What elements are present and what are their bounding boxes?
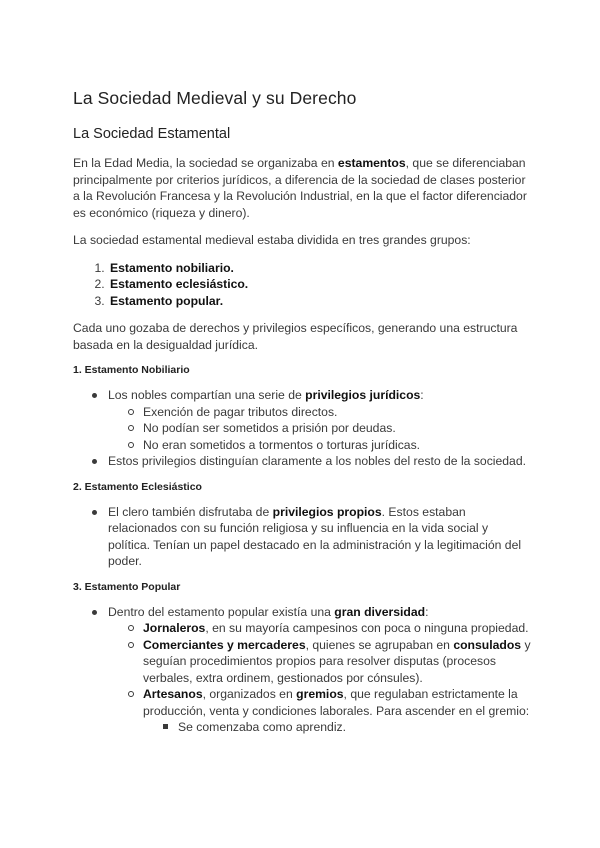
section1-heading: 1. Estamento Nobiliario <box>73 364 190 376</box>
list-item: Artesanos, organizados en gremios, que regulaban estrictamente la producción, venta y condiciones laborales. Para ascender en el gremio: Se comenzaba como aprendiz. <box>108 686 533 736</box>
intro-text-a: En la Edad Media, la sociedad se organizaba en <box>73 156 338 170</box>
groups-list <box>73 260 533 310</box>
list-item: 1. Estamento nobiliario. <box>108 260 533 277</box>
division-paragraph: La sociedad estamental medieval estaba dividida en tres grandes grupos: <box>73 233 471 247</box>
list-item: 2. Estamento eclesiástico. <box>108 276 533 293</box>
list-item: Se comenzaba como aprendiz. <box>143 719 533 736</box>
section2-heading: 2. Estamento Eclesiástico <box>73 480 202 493</box>
list-item: Estos privilegios distinguían claramente a los nobles del resto de la sociedad. <box>73 453 533 470</box>
list-item: El clero también disfrutaba de privilegios propios. Estos estaban relacionados con su función religiosa y su influencia en la vida social y política. Tenían un papel destacado en la administración y la legitimación del poder. <box>73 504 533 570</box>
list-item: Los nobles compartían una serie de privilegios jurídicos: Exención de pagar tributos directos. No podían ser sometidos a prisión por deudas. No eran sometidos a tormentos o torturas jurídicas. <box>73 387 533 453</box>
list-item: Exención de pagar tributos directos. <box>108 404 533 421</box>
sub-list <box>108 404 533 454</box>
section3-heading: 3. Estamento Popular <box>73 580 181 593</box>
section3-list <box>73 604 533 736</box>
intro-text-c: , que se diferenciaban principalmente por criterios jurídicos, a diferencia de la sociedad de clases posterior a la Revolución Francesa y la Revolución Industrial, en la que el factor diferenciador es económico (riqueza y dinero). <box>73 156 527 220</box>
sub-list <box>108 620 533 736</box>
page-title: La Sociedad Medieval y su Derecho <box>73 88 357 108</box>
intro-paragraph <box>73 155 533 221</box>
section-title: La Sociedad Estamental <box>73 126 231 142</box>
list-item: No eran sometidos a tormentos o torturas jurídicas. <box>108 437 533 454</box>
list-item: 3. Estamento popular. <box>108 293 533 310</box>
section1-list <box>73 387 533 470</box>
list-item: No podían ser sometidos a prisión por deudas. <box>108 420 533 437</box>
document-page <box>73 88 533 747</box>
summary-paragraph: Cada uno gozaba de derechos y privilegios específicos, generando una estructura basada en la desigualdad jurídica. <box>73 321 518 352</box>
list-item: Comerciantes y mercaderes, quienes se agrupaban en consulados y seguían procedimientos propios para resolver disputas (procesos verbales, extra ordinem, gestionados por cónsules). <box>108 637 533 687</box>
sub-sub-list <box>143 719 533 736</box>
section2-list <box>73 504 533 570</box>
list-item: Dentro del estamento popular existía una gran diversidad: Jornaleros, en su mayoría campesinos con poca o ninguna propiedad. Comerciantes y mercaderes, quienes se agrupaban en consulados y seguían procedimientos propios para resolver disputas (procesos verbales, extra ordinem, gestionados por cónsules). Artesanos, organizados en gremios, que regulaban estrictamente la producción, venta y condiciones laborales. Para ascender en el gremio: Se comenzaba como aprendiz. <box>73 604 533 736</box>
list-item: Jornaleros, en su mayoría campesinos con poca o ninguna propiedad. <box>108 620 533 637</box>
intro-bold: estamentos <box>337 156 406 170</box>
